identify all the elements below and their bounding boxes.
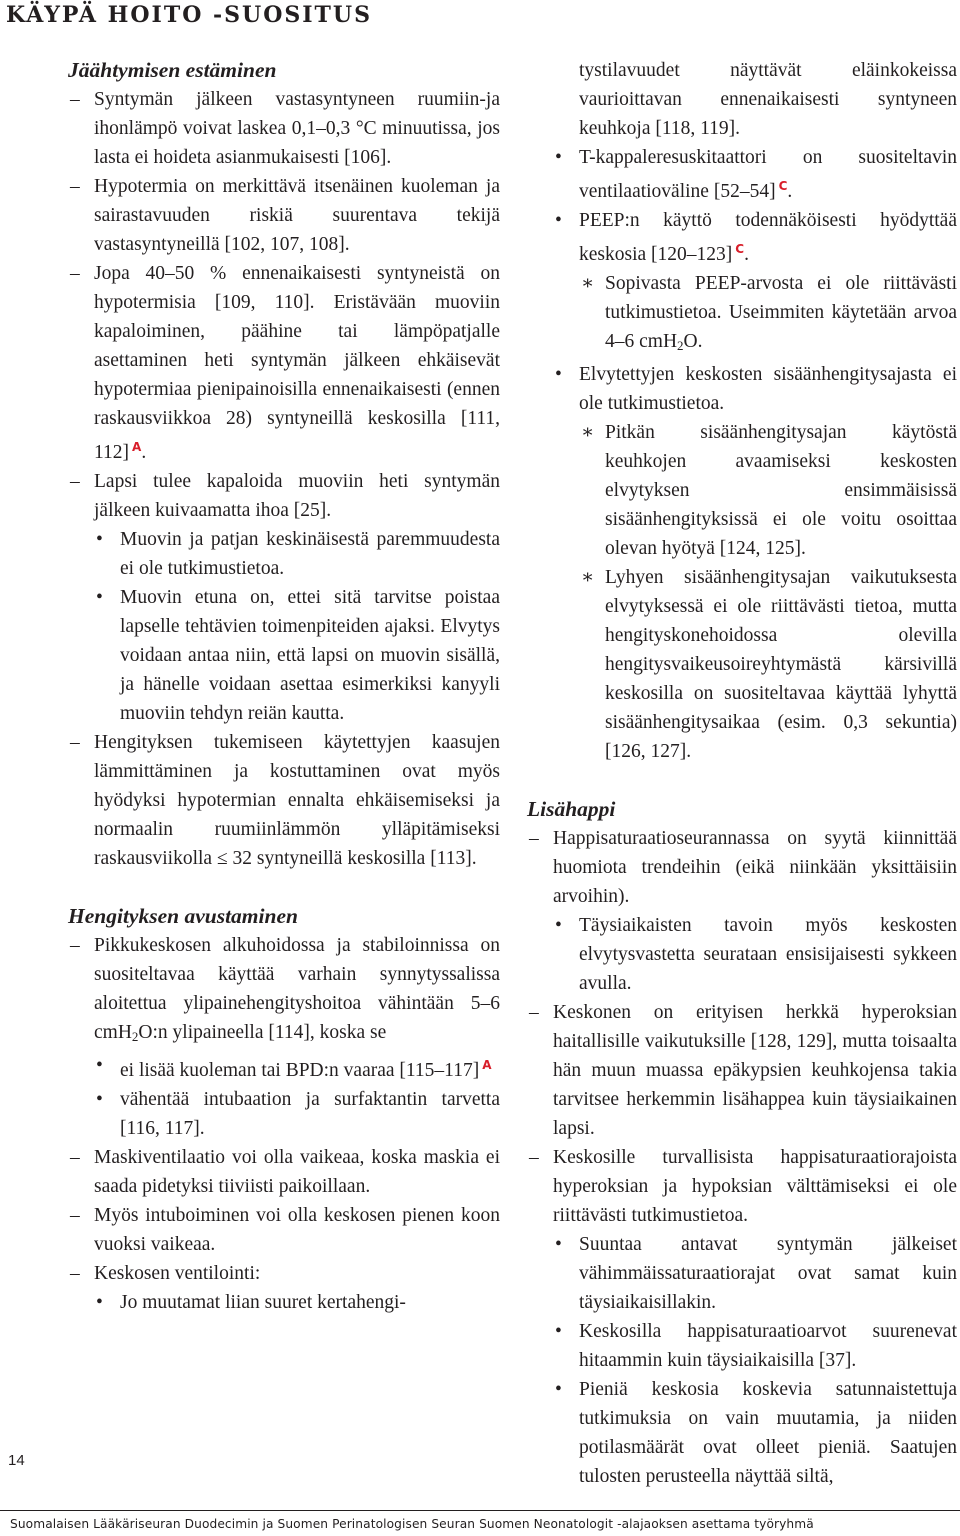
bullet-marker: •: [96, 529, 103, 550]
dash-marker: –: [70, 935, 80, 956]
sub-list: [553, 1230, 957, 1491]
bullet-marker: •: [96, 1089, 103, 1110]
list-item: – Hengityksen tukemiseen käytettyjen kaasujen lämmittäminen ja kostuttaminen ovat myös hyödyksi hypotermian ennalta ehkäisemiseksi ja normaalin ruumiinlämmön ylläpitämiseksi raskausviikolla ≤ 32 syntyneillä keskosilla [113].: [68, 728, 500, 873]
bullet-marker: •: [555, 147, 562, 168]
left-column: [68, 56, 500, 1317]
bullet-marker: •: [555, 915, 562, 936]
footer-divider: [0, 1510, 960, 1511]
list-item: • Jo muutamat liian suuret kertahengi-: [94, 1288, 500, 1317]
section-title-breathing: Hengityksen avustaminen: [68, 904, 298, 928]
list-item: • Pieniä keskosia koskevia satunnaistettuja tutkimuksia on vain muutamia, ja niiden potilasmäärät ovat olleet pieniä. Saatujen tulosten perusteella näyttää siltä,: [553, 1375, 957, 1491]
dash-marker: –: [70, 1147, 80, 1168]
list-item: – Jopa 40–50 % ennenaikaisesti syntyneistä on hypotermisia [109, 110]. Eristävään muoviin kapaloiminen, päähine tai lämpöpatjalle asettaminen heti syntymän jälkeen ehkäisevät hypotermiaa pienipainoisilla ennenaikaisesti (ennen raskausviikkoa 28) syntyneillä keskosilla [111, 112] $^A$.: [68, 259, 500, 467]
list-item: – Keskonen on erityisen herkkä hyperoksian haitallisille vaikutuksille [128, 129], mutta toisaalta hän muun muassa epäkypsien keuhkojensa takia tarvitsee herkemmin lisähappea kuin täysiaikainen lapsi.: [527, 998, 957, 1143]
dash-marker: –: [529, 1002, 539, 1023]
bullet-marker: •: [555, 364, 562, 385]
list-item: • PEEP:n käyttö todennäköisesti hyödyttää keskosia [120–123] $^C$. ∗ Sopivasta PEEP-arvosta ei ole riittävästi tutkimustietoa. Useimmiten käytetään arvoa 4–6 cmH$_2$O.: [553, 206, 957, 360]
list-item: – Maskiventilaatio voi olla vaikeaa, koska maskia ei saada pidetyksi tiiviisti paikoillaan.: [68, 1143, 500, 1201]
dash-marker: –: [70, 732, 80, 753]
list-item: • vähentää intubaation ja surfaktantin tarvetta [116, 117].: [94, 1085, 500, 1143]
section-title-oxygen: Lisähappi: [527, 797, 616, 821]
sub-list: [94, 1051, 500, 1143]
ventilation-sub-list: [527, 143, 957, 766]
evidence-grade-badge: C: [735, 242, 745, 256]
dash-marker: –: [70, 89, 80, 110]
bullet-marker: •: [96, 1055, 103, 1076]
list-item: • Muovin etuna on, ettei sitä tarvitse poistaa lapselle tehtävien toimenpiteiden ajaksi. Elvytys voidaan antaa niin, että lapsi on muovin sisällä, ja hänelle voidaan asettaa esimerkiksi kanyyli muoviin tehdyn reiän kautta.: [94, 583, 500, 728]
dash-marker: –: [70, 263, 80, 284]
list-item: • Suuntaa antavat syntymän jälkeiset vähimmäissaturaatiorajat ovat samat kuin täysiaikaisillakin.: [553, 1230, 957, 1317]
bullet-marker: •: [555, 1379, 562, 1400]
list-item: ∗ Sopivasta PEEP-arvosta ei ole riittävästi tutkimustietoa. Useimmiten käytetään arvoa 4–6 cmH$_2$O.: [579, 269, 957, 360]
list-item: • Elvytettyjen keskosten sisäänhengitysajasta ei ole tutkimustietoa. ∗ Pitkän sisäänhengitysajan käytöstä keuhkojen avaamiseksi keskosten elvytyksen ensimmäisissä sisäänhengityksissä ei ole voitu osoittaa olevan hyötyä [124, 125]. ∗ Lyhyen sisäänhengitysajan vaikutuksesta elvytyksessä ei ole riittävästi tietoa, mutta hengityskonehoidossa olevilla hengitysvaikeusoireyhtymästä kärsivillä keskosilla on suositeltavaa käyttää lyhyttä sisäänhengitysaikaa (esim. 0,3 sekuntia) [126, 127].: [553, 360, 957, 766]
bullet-marker: •: [555, 1234, 562, 1255]
list-item: • ei lisää kuoleman tai BPD:n vaaraa [115–117] $^A$: [94, 1051, 500, 1085]
page-footer: Suomalaisen Lääkäriseuran Duodecimin ja Suomen Perinatologisen Seuran Suomen Neonatologit -alajaoksen asettama työryhmä: [10, 1517, 814, 1531]
evidence-grade-badge: A: [482, 1058, 492, 1072]
dash-marker: –: [70, 176, 80, 197]
star-marker: ∗: [581, 273, 595, 294]
list-item: • Keskosilla happisaturaatioarvot suurenevat hitaammin kuin täysiaikaisilla [37].: [553, 1317, 957, 1375]
cooling-list: [68, 85, 500, 873]
list-item: – Keskosen ventilointi: • Jo muutamat liian suuret kertahengi-: [68, 1259, 500, 1317]
evidence-grade-badge: A: [132, 440, 142, 454]
list-item: – Keskosille turvallisista happisaturaatiorajoista hyperoksian ja hypoksian välttämiseksi ei ole riittävästi tutkimustietoa. • Suuntaa antavat syntymän jälkeiset vähimmäissaturaatiorajat ovat samat kuin täysiaikaisillakin. • Keskosilla happisaturaatioarvot suurenevat hitaammin kuin täysiaikaisilla [37]. • Pieniä keskosia koskevia satunnaistettuja tutkimuksia on vain muutamia, ja niiden potilasmäärät ovat olleet pieniä. Saatujen tulosten perusteella näyttää siltä,: [527, 1143, 957, 1491]
sub-list: [94, 1288, 500, 1317]
bullet-marker: •: [555, 1321, 562, 1342]
continued-text: tystilavuudet näyttävät eläinkokeissa vaurioittavan ennenaikaisesti syntyneen keuhkoja [118, 119].: [579, 60, 957, 139]
star-marker: ∗: [581, 422, 595, 443]
list-item: – Lapsi tulee kapaloida muoviin heti syntymän jälkeen kuivaamatta ihoa [25]. • Muovin ja patjan keskinäisestä paremmuudesta ei ole tutkimustietoa. • Muovin etuna on, ettei sitä tarvitse poistaa lapselle tehtävien toimenpiteiden ajaksi. Elvytys voidaan antaa niin, että lapsi on muovin sisällä, ja hänelle voidaan asettaa esimerkiksi kanyyli muoviin tehdyn reiän kautta.: [68, 467, 500, 728]
list-item: – Syntymän jälkeen vastasyntyneen ruumiin-ja ihonlämpö voivat laskea 0,1–0,3 °C minuutissa, jos lasta ei hoideta asianmukaisesti [106].: [68, 85, 500, 172]
oxygen-list: [527, 824, 957, 1491]
bullet-marker: •: [555, 210, 562, 231]
bullet-marker: •: [96, 1292, 103, 1313]
breathing-list: [68, 931, 500, 1317]
sub-list: [553, 911, 957, 998]
list-item: – Happisaturaatioseurannassa on syytä kiinnittää huomiota trendeihin (eikä niinkään yksittäisiin arvoihin). • Täysiaikaisten tavoin myös keskosten elvytysvastetta seurataan ensisijaisesti sykkeen avulla.: [527, 824, 957, 998]
list-item: ∗ Lyhyen sisäänhengitysajan vaikutuksesta elvytyksessä ei ole riittävästi tietoa, mutta hengityskonehoidossa olevilla hengitysvaikeusoireyhtymästä kärsivillä keskosilla on suositeltavaa käyttää lyhyttä sisäänhengitysaikaa (esim. 0,3 sekuntia) [126, 127].: [579, 563, 957, 766]
list-item: • Muovin ja patjan keskinäisestä paremmuudesta ei ole tutkimustietoa.: [94, 525, 500, 583]
evidence-grade-badge: C: [778, 179, 788, 193]
dash-marker: –: [529, 1147, 539, 1168]
dash-marker: –: [70, 1263, 80, 1284]
list-item: – Pikkukeskosen alkuhoidossa ja stabiloinnissa on suositeltavaa käyttää varhain synnytyssalissa aloitettua ylipainehengityshoitoa vähintään 5–6 cmH$_2$O:n ylipaineella [114], koska se • ei lisää kuoleman tai BPD:n vaaraa [115–117] $^A$ • vähentää intubaation ja surfaktantin tarvetta [116, 117].: [68, 931, 500, 1143]
dash-marker: –: [70, 471, 80, 492]
sub-list: [94, 525, 500, 728]
list-item: ∗ Pitkän sisäänhengitysajan käytöstä keuhkojen avaamiseksi keskosten elvytyksen ensimmäisissä sisäänhengityksissä ei ole voitu osoittaa olevan hyötyä [124, 125].: [579, 418, 957, 563]
sub-sub-list: [579, 269, 957, 360]
list-item: – Myös intuboiminen voi olla keskosen pienen koon vuoksi vaikeaa.: [68, 1201, 500, 1259]
list-item: – Hypotermia on merkittävä itsenäinen kuoleman ja sairastavuuden riskiä suurentava tekijä vastasyntyneillä [102, 107, 108].: [68, 172, 500, 259]
running-header: KÄYPÄ HOITO -SUOSITUS: [6, 2, 373, 28]
star-marker: ∗: [581, 567, 595, 588]
list-item: • Täysiaikaisten tavoin myös keskosten elvytysvastetta seurataan ensisijaisesti sykkeen avulla.: [553, 911, 957, 998]
section-title-cooling: Jäähtymisen estäminen: [68, 58, 277, 82]
sub-sub-list: [579, 418, 957, 766]
list-item: • T-kappaleresuskitaattori on suositeltavin ventilaatioväline [52–54] $^C$.: [553, 143, 957, 206]
right-column: [527, 56, 957, 1491]
dash-marker: –: [529, 828, 539, 849]
bullet-marker: •: [96, 587, 103, 608]
dash-marker: –: [70, 1205, 80, 1226]
page-number: 14: [8, 1452, 25, 1469]
